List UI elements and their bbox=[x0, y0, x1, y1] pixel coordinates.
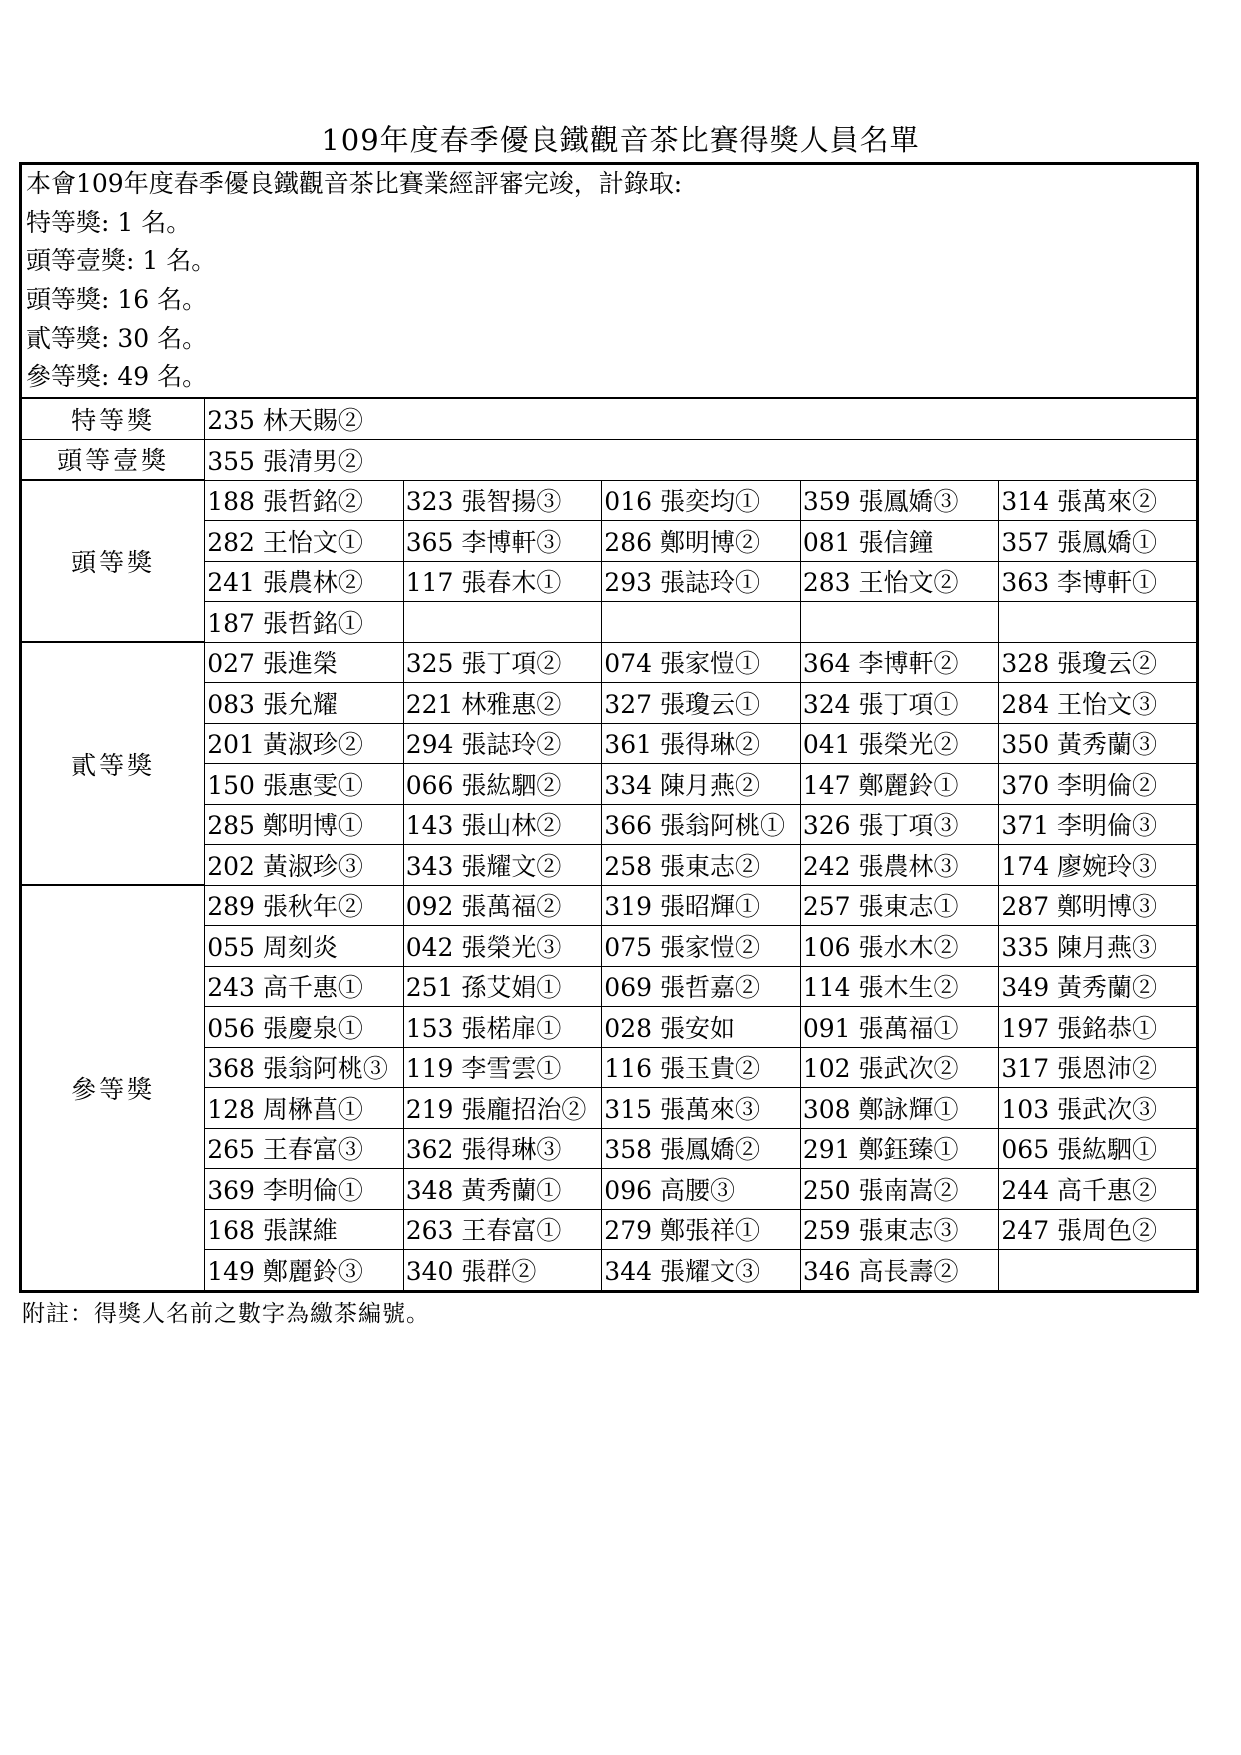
intro-lead: 本會109年度春季優良鐵觀音茶比賽業經評審完竣，計錄取: bbox=[26, 169, 683, 198]
summary-line: 頭等壹獎: 1 名。 bbox=[26, 246, 217, 276]
table-row bbox=[21, 642, 1198, 683]
winner-cell: 294 張誌玲② bbox=[403, 723, 602, 764]
winner-cell: 357 張鳳嬌① bbox=[999, 521, 1198, 562]
winner-cell: 069 張哲嘉② bbox=[602, 966, 801, 1007]
intro-block bbox=[21, 164, 1198, 399]
winner-cell: 349 黃秀蘭② bbox=[999, 966, 1198, 1007]
winner-cell: 114 張木生② bbox=[800, 966, 999, 1007]
winner-cell: 081 張信鐘 bbox=[800, 521, 999, 562]
winner-cell: 042 張榮光③ bbox=[403, 926, 602, 967]
winner-cell: 251 孫艾娟① bbox=[403, 966, 602, 1007]
summary-line: 特等獎: 1 名。 bbox=[26, 207, 192, 237]
table-row bbox=[21, 398, 1198, 439]
winner-cell bbox=[999, 602, 1198, 643]
winner-cell: 366 張翁阿桃① bbox=[602, 804, 801, 845]
winner-cell: 187 張哲銘① bbox=[205, 602, 404, 643]
category-label: 頭等獎 bbox=[21, 480, 205, 642]
winner-cell: 202 黃淑珍③ bbox=[205, 845, 404, 886]
winner-cell: 343 張耀文② bbox=[403, 845, 602, 886]
winner-cell: 362 張得琳③ bbox=[403, 1128, 602, 1169]
table-row bbox=[21, 439, 1198, 480]
winner-cell: 283 王怡文② bbox=[800, 561, 999, 602]
winner-cell: 291 鄭鈺臻① bbox=[800, 1128, 999, 1169]
winner-cell: 201 黃淑珍② bbox=[205, 723, 404, 764]
winner-cell: 279 鄭張祥① bbox=[602, 1209, 801, 1250]
winner-cell: 368 張翁阿桃③ bbox=[205, 1047, 404, 1088]
winner-cell: 348 黃秀蘭① bbox=[403, 1169, 602, 1210]
intro-row bbox=[21, 164, 1198, 399]
category-label: 參等獎 bbox=[21, 885, 205, 1291]
category-label: 貳等獎 bbox=[21, 642, 205, 885]
summary-line: 貳等獎: 30 名。 bbox=[26, 323, 208, 353]
winner-cell: 096 高腰③ bbox=[602, 1169, 801, 1210]
winner-cell: 287 鄭明博③ bbox=[999, 885, 1198, 926]
winner-cell: 325 張丁項② bbox=[403, 642, 602, 683]
winner-cell: 258 張東志② bbox=[602, 845, 801, 886]
winner-cell: 289 張秋年② bbox=[205, 885, 404, 926]
winner-cell: 219 張龐招治② bbox=[403, 1088, 602, 1129]
winner-cell: 265 王春富③ bbox=[205, 1128, 404, 1169]
winner-cell bbox=[403, 602, 602, 643]
winner-cell: 083 張允耀 bbox=[205, 683, 404, 724]
winner-cell: 263 王春富① bbox=[403, 1209, 602, 1250]
winner-cell: 188 張哲銘② bbox=[205, 480, 404, 521]
winner-cell: 074 張家愷① bbox=[602, 642, 801, 683]
winner-cell: 055 周刻炎 bbox=[205, 926, 404, 967]
winner-cell: 355 張清男② bbox=[205, 439, 1198, 480]
page-title: 109年度春季優良鐵觀音茶比賽得獎人員名單 bbox=[321, 123, 920, 157]
winner-cell: 323 張智揚③ bbox=[403, 480, 602, 521]
winner-cell: 066 張紘駟② bbox=[403, 764, 602, 805]
winner-cell: 364 李博軒② bbox=[800, 642, 999, 683]
winner-cell: 128 周楙菖① bbox=[205, 1088, 404, 1129]
winner-cell: 041 張榮光② bbox=[800, 723, 999, 764]
awards-table bbox=[19, 162, 1199, 1293]
table-row bbox=[21, 885, 1198, 926]
winner-cell: 346 高長壽② bbox=[800, 1250, 999, 1292]
winner-cell: 286 鄭明博② bbox=[602, 521, 801, 562]
winner-cell: 247 張周色② bbox=[999, 1209, 1198, 1250]
winner-cell: 363 李博軒① bbox=[999, 561, 1198, 602]
winner-cell: 250 張南嵩② bbox=[800, 1169, 999, 1210]
winner-cell: 027 張進榮 bbox=[205, 642, 404, 683]
winner-cell: 091 張萬福① bbox=[800, 1007, 999, 1048]
winner-cell: 328 張瓊云② bbox=[999, 642, 1198, 683]
winner-cell: 308 鄭詠輝① bbox=[800, 1088, 999, 1129]
winner-cell: 153 張楉扉① bbox=[403, 1007, 602, 1048]
winner-cell: 197 張銘恭① bbox=[999, 1007, 1198, 1048]
winner-cell: 116 張玉貴② bbox=[602, 1047, 801, 1088]
category-label: 特等獎 bbox=[21, 398, 205, 439]
winner-cell: 102 張武次② bbox=[800, 1047, 999, 1088]
winner-cell bbox=[602, 602, 801, 643]
winner-cell: 285 鄭明博① bbox=[205, 804, 404, 845]
winner-cell: 117 張春木① bbox=[403, 561, 602, 602]
winner-cell: 369 李明倫① bbox=[205, 1169, 404, 1210]
winner-cell: 242 張農林③ bbox=[800, 845, 999, 886]
winner-cell: 259 張東志③ bbox=[800, 1209, 999, 1250]
winner-cell: 371 李明倫③ bbox=[999, 804, 1198, 845]
winner-cell: 149 鄭麗鈴③ bbox=[205, 1250, 404, 1292]
winner-cell: 092 張萬福② bbox=[403, 885, 602, 926]
winner-cell: 244 高千惠② bbox=[999, 1169, 1198, 1210]
winner-cell: 344 張耀文③ bbox=[602, 1250, 801, 1292]
winner-cell: 119 李雪雲① bbox=[403, 1047, 602, 1088]
winner-cell: 327 張瓊云① bbox=[602, 683, 801, 724]
summary-line: 頭等獎: 16 名。 bbox=[26, 285, 208, 315]
winner-cell: 174 廖婉玲③ bbox=[999, 845, 1198, 886]
winner-cell: 103 張武次③ bbox=[999, 1088, 1198, 1129]
winner-cell: 335 陳月燕③ bbox=[999, 926, 1198, 967]
winner-cell: 334 陳月燕② bbox=[602, 764, 801, 805]
winner-cell: 257 張東志① bbox=[800, 885, 999, 926]
winner-cell bbox=[999, 1250, 1198, 1292]
winner-cell: 235 林天賜② bbox=[205, 398, 1198, 439]
winner-cell: 147 鄭麗鈴① bbox=[800, 764, 999, 805]
winner-cell: 168 張謀維 bbox=[205, 1209, 404, 1250]
winner-cell: 293 張誌玲① bbox=[602, 561, 801, 602]
winner-cell: 317 張恩沛② bbox=[999, 1047, 1198, 1088]
winner-cell: 314 張萬來② bbox=[999, 480, 1198, 521]
category-label: 頭等壹獎 bbox=[21, 439, 205, 480]
winner-cell: 221 林雅惠② bbox=[403, 683, 602, 724]
winner-cell bbox=[800, 602, 999, 643]
winner-cell: 282 王怡文① bbox=[205, 521, 404, 562]
winner-cell: 359 張鳳嬌③ bbox=[800, 480, 999, 521]
winner-cell: 350 黃秀蘭③ bbox=[999, 723, 1198, 764]
table-row bbox=[21, 480, 1198, 521]
winner-cell: 326 張丁項③ bbox=[800, 804, 999, 845]
winner-cell: 150 張惠雯① bbox=[205, 764, 404, 805]
winner-cell: 106 張水木② bbox=[800, 926, 999, 967]
winner-cell: 358 張鳳嬌② bbox=[602, 1128, 801, 1169]
winner-cell: 075 張家愷② bbox=[602, 926, 801, 967]
winner-cell: 056 張慶泉① bbox=[205, 1007, 404, 1048]
winner-cell: 028 張安如 bbox=[602, 1007, 801, 1048]
winner-cell: 241 張農林② bbox=[205, 561, 404, 602]
winner-cell: 361 張得琳② bbox=[602, 723, 801, 764]
winner-cell: 340 張群② bbox=[403, 1250, 602, 1292]
winner-cell: 243 高千惠① bbox=[205, 966, 404, 1007]
winner-cell: 365 李博軒③ bbox=[403, 521, 602, 562]
winner-cell: 315 張萬來③ bbox=[602, 1088, 801, 1129]
summary-line: 參等獎: 49 名。 bbox=[26, 362, 208, 392]
winner-cell: 319 張昭輝① bbox=[602, 885, 801, 926]
winner-cell: 065 張紘駟① bbox=[999, 1128, 1198, 1169]
winner-cell: 284 王怡文③ bbox=[999, 683, 1198, 724]
winner-cell: 143 張山林② bbox=[403, 804, 602, 845]
winner-cell: 324 張丁項① bbox=[800, 683, 999, 724]
winner-cell: 370 李明倫② bbox=[999, 764, 1198, 805]
footnote: 附註：得獎人名前之數字為繳茶編號。 bbox=[22, 1301, 430, 1327]
winner-cell: 016 張奕均① bbox=[602, 480, 801, 521]
